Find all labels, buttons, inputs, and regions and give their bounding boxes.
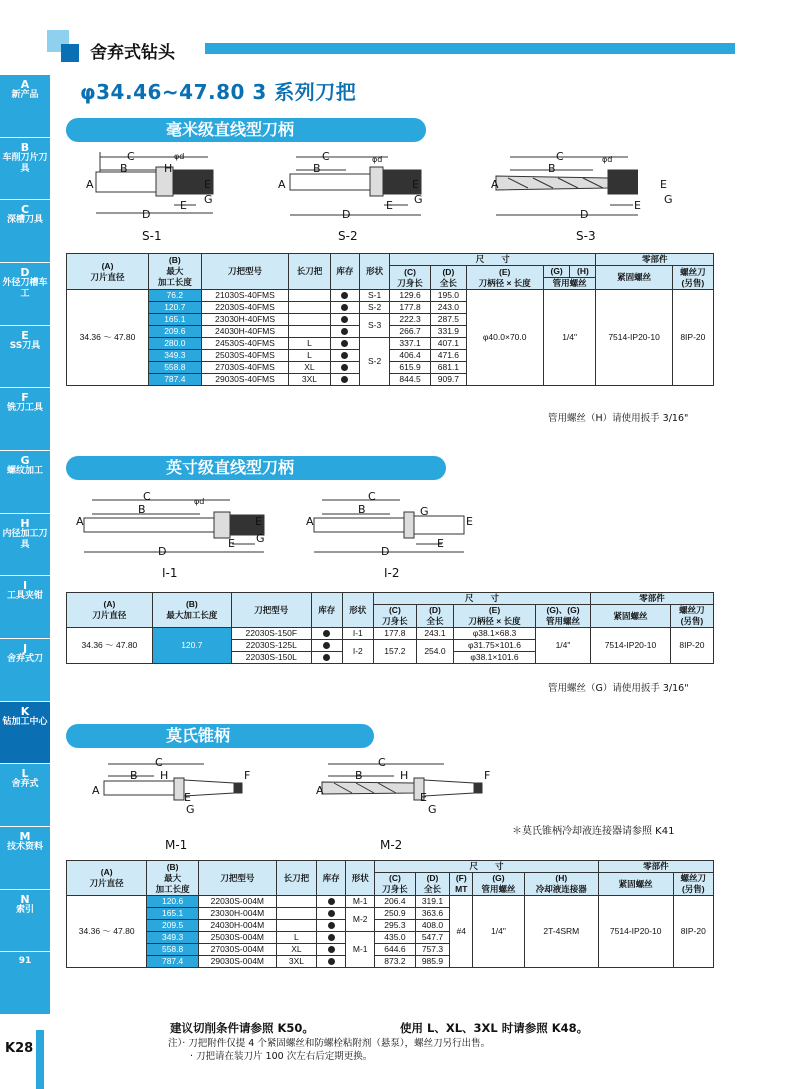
table-row: 349.3 25030S-40FMS L 406.4 471.6 — [67, 350, 714, 362]
drawing-label-e2: E — [228, 537, 235, 550]
sidebar-item-label: 铣刀工具 — [6, 403, 43, 414]
sidebar-item-e[interactable] — [0, 326, 50, 389]
sidebar-item-label: 舍弃式刀 — [6, 654, 43, 664]
drawing-label-f: F — [244, 769, 251, 782]
table-row: 120.7 22030S-40FMS S-2 177.8 243.0 — [67, 302, 714, 314]
sidebar-item-letter: A — [20, 78, 30, 91]
drawing-label-d: D — [342, 208, 351, 221]
table-row: 34.36 ～ 47.80 76.2 21030S-40FMS S-1 129.6 195.0 φ40.0×70.0 1/4" 7514-IP20-10 8IP-20 — [67, 290, 714, 302]
drawing-label-e: E — [466, 515, 473, 528]
header-long: 长刀把 — [276, 861, 316, 896]
header-wrench: 螺丝刀 (另售) — [670, 605, 713, 628]
sidebar-item-letter: G — [20, 454, 30, 467]
drawing-label-g: G — [420, 505, 429, 518]
drawing-label-a: A — [76, 515, 84, 528]
drawing-label-e: E — [660, 178, 667, 191]
sidebar-item-a[interactable] — [0, 75, 50, 138]
drawing-label-g: G — [664, 193, 673, 206]
header-model: 刀把型号 — [231, 593, 311, 628]
drawing-caption-s1: S-1 — [142, 229, 162, 243]
sidebar-item-n[interactable] — [0, 890, 50, 953]
drawing-label-b: B — [120, 162, 128, 175]
sidebar-item-label: 工具夹钳 — [6, 591, 43, 602]
sidebar-item-label: SS刀具 — [9, 340, 41, 351]
drawing-label-c: C — [143, 490, 151, 503]
header-title: 舍弃式钻头 — [90, 43, 175, 63]
sidebar-item-letter: F — [21, 391, 29, 405]
table-row: 165.1 23030H-004M M-2 250.9 363.6 — [67, 908, 714, 920]
sidebar-item-b[interactable] — [0, 138, 50, 201]
table-row: 280.0 24530S-40FMS L S-2 337.1 407.1 — [67, 338, 714, 350]
sidebar-item-letter: L — [21, 767, 29, 781]
sidebar-item-letter: M — [19, 830, 31, 843]
header-screw: 紧固螺丝 — [591, 605, 671, 628]
page-number: K28 — [5, 1041, 34, 1056]
footer-cutting-conditions: 建议切削条件请参照 K50。 — [170, 1021, 314, 1035]
header-shape: 形状 — [360, 254, 390, 290]
drawing-label-e: E — [255, 515, 262, 528]
header-g: (G)、(G) 管用螺丝 — [535, 605, 590, 628]
header-c: (C) 刀身长 — [389, 266, 430, 290]
header-dims: 尺 寸 — [389, 254, 595, 266]
drawing-label-c: C — [155, 756, 163, 769]
header-logo-squares — [47, 30, 83, 66]
table-row: 209.5 24030H-004M 295.3 408.0 — [67, 920, 714, 932]
sidebar-item-label: 舍弃式 — [11, 779, 39, 790]
header-parts: 零部件 — [596, 254, 714, 266]
header-g: (G) — [543, 266, 570, 278]
drawing-label-e: E — [204, 178, 211, 191]
drawing-label-phid: φd — [174, 152, 185, 161]
table-row: 22030S-150L φ38.1×101.6 — [67, 652, 714, 664]
header-d: (D) 全长 — [416, 605, 453, 628]
header-shape: 形状 — [346, 861, 375, 896]
drawing-label-h: H — [164, 162, 173, 175]
drawings-inch — [70, 490, 490, 560]
drawing-label-phid: φd — [372, 155, 383, 164]
sidebar-item-letter: D — [20, 266, 30, 279]
header-f: (F) MT — [450, 873, 473, 896]
sidebar-nav — [0, 75, 50, 1015]
drawing-label-h: H — [160, 769, 169, 782]
drawing-label-d: D — [580, 208, 589, 221]
section-header-morse: 莫氏锥柄 — [66, 724, 374, 748]
sidebar-item-letter: E — [21, 328, 29, 342]
header-c: (C) 刀身长 — [373, 605, 416, 628]
header-bar — [205, 43, 735, 54]
header-parts: 零部件 — [591, 593, 714, 605]
header-wrench: 螺丝刀 (另售) — [673, 873, 713, 896]
sidebar-item-label: 内径加工刀具 — [2, 528, 48, 550]
drawing-label-c: C — [322, 150, 330, 163]
header-e: (E) 刀柄径 × 长度 — [466, 266, 543, 290]
drawing-caption-m2: M-2 — [380, 838, 403, 852]
table-row: 558.8 27030S-004M XL 644.6 757.3 — [67, 944, 714, 956]
table-body — [67, 290, 714, 386]
header-dims: 尺 寸 — [375, 861, 599, 873]
sidebar-item-g[interactable] — [0, 451, 50, 514]
header-d: (D) 全长 — [415, 873, 450, 896]
footer-long-shank-note: 使用 L、XL、3XL 时请参照 K48。 — [400, 1021, 589, 1035]
sidebar-bottom-bar — [36, 1030, 44, 1089]
sidebar-item-f[interactable] — [0, 388, 50, 451]
drawing-label-b: B — [355, 769, 363, 782]
header-screw: 紧固螺丝 — [598, 873, 673, 896]
drawing-label-e2: E — [634, 199, 641, 212]
drawing-label-c: C — [378, 756, 386, 769]
header-pipe: 管用螺丝 — [543, 278, 596, 290]
drawing-label-g: G — [414, 193, 423, 206]
drawing-label-d: D — [381, 545, 390, 558]
drawing-label-c: C — [127, 150, 135, 163]
sidebar-item-c[interactable] — [0, 200, 50, 263]
drawing-label-e2: E — [437, 537, 444, 550]
table-row: 787.4 29030S-004M 3XL 873.2 985.9 — [67, 956, 714, 968]
drawing-label-b: B — [313, 162, 321, 175]
drawing-label-phid: φd — [194, 497, 205, 506]
header-stock: 库存 — [311, 593, 342, 628]
drawing-label-e: E — [412, 178, 419, 191]
drawing-caption-i2: I-2 — [384, 566, 400, 580]
sidebar-item-d[interactable] — [0, 263, 50, 326]
header-stock: 库存 — [330, 254, 360, 290]
table-row: 34.36 ～ 47.80 120.7 22030S-150F I-1 177.8 243.1 φ38.1×68.3 1/4" 7514-IP20-10 8IP-20 — [67, 628, 714, 640]
table-row: 349.3 25030S-004M L M-1 435.0 547.7 — [67, 932, 714, 944]
drawing-label-b: B — [358, 503, 366, 516]
sidebar-item-letter: B — [20, 140, 30, 154]
header-max-length: (B) 最大加工长度 — [152, 593, 231, 628]
note-coolant: ＊莫氏锥柄冷却液连接器请参照 K41 — [512, 826, 675, 837]
drawing-label-a: A — [86, 178, 94, 191]
drawing-label-d: D — [158, 545, 167, 558]
sidebar-item-label: 91 — [18, 956, 32, 967]
page-subtitle: φ34.46~47.80 3 系列刀把 — [80, 80, 357, 104]
sidebar-item-letter: I — [22, 579, 28, 593]
header-model: 刀把型号 — [198, 861, 276, 896]
drawing-caption-m1: M-1 — [165, 838, 188, 852]
header-dia: (A) 刀片直径 — [67, 861, 147, 896]
drawing-label-h: H — [400, 769, 409, 782]
header-c: (C) 刀身长 — [375, 873, 415, 896]
sidebar-item-l[interactable] — [0, 764, 50, 827]
drawing-label-a: A — [306, 515, 314, 528]
table-row: 558.8 27030S-40FMS XL 615.9 681.1 — [67, 362, 714, 374]
header-e: (E) 刀柄径 × 长度 — [454, 605, 536, 628]
drawing-label-a: A — [92, 784, 100, 797]
spec-table-metric — [66, 253, 714, 386]
sidebar-item-page[interactable] — [0, 952, 50, 1015]
drawing-label-phid: φd — [602, 155, 613, 164]
header-g: (G) 管用螺丝 — [473, 873, 525, 896]
drawing-label-d: D — [142, 208, 151, 221]
sidebar-item-letter: N — [20, 892, 30, 906]
drawing-label-e2: E — [386, 199, 393, 212]
sidebar-item-label: 螺纹加工 — [6, 466, 43, 476]
footer-notes — [168, 1037, 490, 1063]
sidebar-item-label: 新产品 — [11, 90, 39, 100]
drawing-label-g: G — [428, 803, 437, 816]
drawing-label-b: B — [130, 769, 138, 782]
table-row: 787.4 29030S-40FMS 3XL 844.5 909.7 — [67, 374, 714, 386]
table-row: 209.6 24030H-40FMS 266.7 331.9 — [67, 326, 714, 338]
sidebar-item-label: 外径刀槽车工 — [2, 278, 48, 299]
drawing-label-a: A — [316, 784, 324, 797]
drawing-label-b: B — [548, 162, 556, 175]
header-model: 刀把型号 — [201, 254, 289, 290]
sidebar-item-i[interactable] — [0, 576, 50, 639]
table-row: 34.36 ～ 47.80 120.6 22030S-004M M-1 206.4 319.1 #4 1/4" 2T-4SRM 7514-IP20-10 8IP-20 — [67, 896, 714, 908]
sidebar-item-m[interactable] — [0, 827, 50, 890]
header-d: (D) 全长 — [431, 266, 466, 290]
table-body — [67, 896, 714, 968]
table-row: 22030S-125L I-2 157.2 254.0 φ31.75×101.6 — [67, 640, 714, 652]
sidebar-item-label: 深槽刀具 — [6, 215, 43, 226]
drawing-label-g: G — [204, 193, 213, 206]
sidebar-item-label: 车削刀片刀具 — [2, 152, 48, 174]
table-row: 165.1 23030H-40FMS S-3 222.3 287.5 — [67, 314, 714, 326]
header-h: (H) 冷却液连接器 — [524, 873, 598, 896]
header-h: (H) — [570, 266, 596, 278]
sidebar-item-letter: K — [20, 704, 30, 718]
sidebar-item-label: 技术资料 — [6, 842, 43, 852]
header-long: 长刀把 — [289, 254, 330, 290]
note-wrench: 管用螺丝（H）请使用扳手 3/16" — [548, 413, 689, 424]
header-wrench: 螺丝刀 (另售) — [672, 266, 713, 290]
drawing-label-c: C — [368, 490, 376, 503]
header-dia: (A) 刀片直径 — [67, 254, 149, 290]
drawing-caption-s3: S-3 — [576, 229, 596, 243]
drawing-label-e: E — [184, 791, 191, 804]
header-max-length: (B) 最大 加工长度 — [147, 861, 199, 896]
header-screw: 紧固螺丝 — [596, 266, 672, 290]
footer-note-1: 注）· 刀把附件仅提 4 个紧固螺丝和防螺栓粘附剂（悬泵），螺丝刀另行出售。 — [168, 1038, 491, 1049]
drawing-label-e2: E — [180, 199, 187, 212]
header-parts: 零部件 — [598, 861, 713, 873]
drawing-caption-s2: S-2 — [338, 229, 358, 243]
section-header-metric: 毫米级直线型刀柄 — [66, 118, 426, 142]
footer-note-2: · 刀把请在装刀片 100 次左右后定期更换。 — [190, 1051, 373, 1062]
spec-table-inch — [66, 592, 714, 664]
drawing-label-b: B — [138, 503, 146, 516]
sidebar-item-label: 索引 — [15, 904, 34, 915]
drawing-label-a: A — [491, 178, 499, 191]
sidebar-item-k[interactable] — [0, 702, 50, 765]
header-dims: 尺 寸 — [373, 593, 590, 605]
header-max-length: (B) 最大 加工长度 — [149, 254, 202, 290]
sidebar-item-letter: H — [20, 516, 30, 530]
drawing-label-e: E — [420, 791, 427, 804]
sidebar-item-letter: J — [22, 642, 28, 655]
drawing-label-a: A — [278, 178, 286, 191]
drawing-caption-i1: I-1 — [162, 566, 178, 580]
header-shape: 形状 — [342, 593, 373, 628]
sidebar-item-j[interactable] — [0, 639, 50, 702]
spec-table-morse — [66, 860, 714, 968]
header-dia: (A) 刀片直径 — [67, 593, 153, 628]
drawing-label-f: F — [484, 769, 491, 782]
drawing-label-g: G — [256, 532, 265, 545]
header-stock: 库存 — [317, 861, 346, 896]
drawing-label-c: C — [556, 150, 564, 163]
section-header-inch: 英寸级直线型刀柄 — [66, 456, 446, 480]
sidebar-item-letter: C — [20, 203, 30, 217]
drawing-label-g: G — [186, 803, 195, 816]
note-wrench: 管用螺丝（G）请使用扳手 3/16" — [548, 683, 689, 694]
sidebar-item-h[interactable] — [0, 514, 50, 577]
sidebar-item-label: 钻加工中心 — [2, 716, 48, 727]
